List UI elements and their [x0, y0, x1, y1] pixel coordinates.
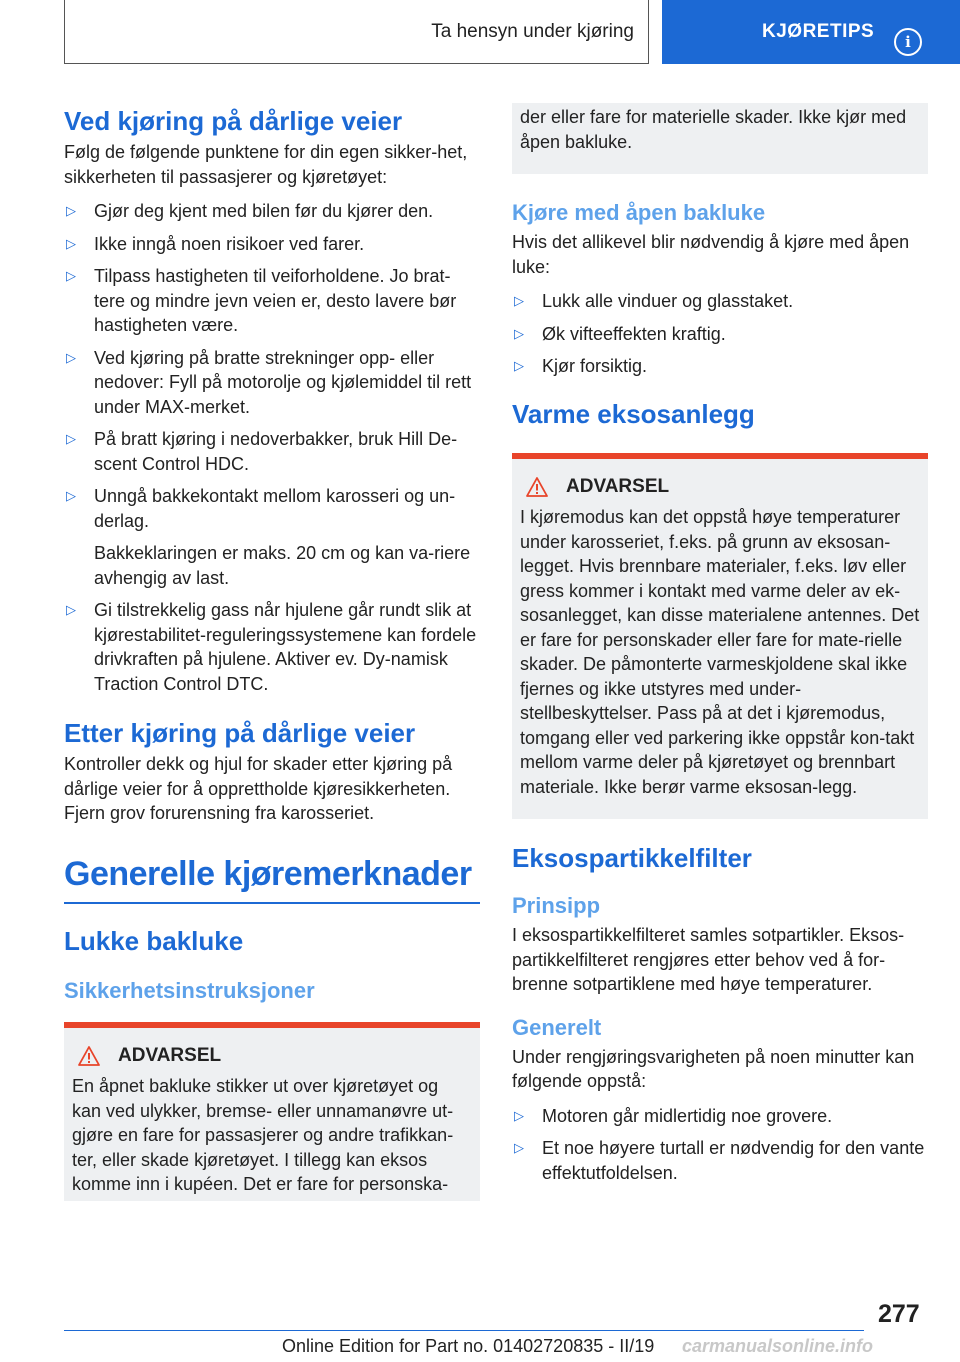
warning-continuation	[512, 103, 928, 174]
general-text: Under rengjøringsvarigheten på noen minutter kan følgende oppstå:	[512, 1046, 915, 1091]
heading-general-notes: Generelle kjøremerknader	[64, 854, 472, 893]
general-list	[512, 1104, 928, 1186]
warning-box-tailgate	[64, 1022, 480, 1201]
warning-continuation-text: der eller fare for materielle skader. Ikke kjør med åpen bakluke.	[520, 107, 907, 152]
warning-body	[64, 1028, 480, 1201]
bad-roads-list	[64, 199, 480, 696]
warning-body	[512, 459, 928, 820]
heading-hot-exhaust: Varme eksosanlegg	[512, 398, 755, 429]
header-chapter-title: KJØRETIPS	[762, 21, 875, 42]
warning-text: En åpnet bakluke stikker ut over kjøretøyet og kan ved ulykker, bremse- eller unnamanøvre ut-gjøre en fare for passasjerer og andre trafikkan-ter, eller skade kjøretøyet. I tillegg kan eksos komme inn i kupéen. Det er fare for personska-	[72, 1076, 454, 1194]
list-item: ▷ Gi tilstrekkelig gass når hjulene går rundt slik at kjørestabilitet-reguleringssystemene kan fordele drivkraften på hjulene. Aktiver ev. Dy-namisk Traction Control DTC.	[66, 600, 477, 694]
triangle-bullet-icon: ▷	[514, 358, 524, 373]
list-item: ▷ Motoren går midlertidig noe grovere.	[512, 1104, 928, 1129]
list-item: ▷ Unngå bakkekontakt mellom karosseri og un-derlag.	[66, 486, 456, 531]
after-text: Kontroller dekk og hjul for skader etter kjøring på dårlige veier for å opprettholde kjøresikkerheten. Fjern grov forurensning fra karosseriet.	[64, 754, 453, 823]
warning-header	[520, 475, 920, 500]
warning-triangle-icon	[526, 477, 548, 497]
right-column	[512, 103, 928, 1185]
triangle-bullet-icon: ▷	[514, 293, 524, 308]
heading-general-rule	[64, 852, 480, 904]
list-item: ▷ Tilpass hastigheten til veiforholdene. Jo brat-tere og mindre jevn veien er, desto lavere bør hastigheten være.	[66, 266, 457, 335]
list-item: ▷ Et noe høyere turtall er nødvendig for den vante effektutfoldelsen.	[514, 1138, 925, 1183]
open-tailgate-list	[512, 289, 928, 379]
info-icon[interactable]: i	[894, 28, 922, 56]
page-number: 277	[878, 1300, 920, 1328]
list-item: ▷ Gjør deg kjent med bilen før du kjører den.	[64, 199, 480, 224]
principle-text: I eksospartikkelfilteret samles sotpartikler. Eksos-partikkelfilteret rengjøres etter behov ved å for-brenne sotpartiklene med høye temperaturer.	[512, 925, 905, 994]
warning-box-exhaust	[512, 453, 928, 820]
list-item: ▷ På bratt kjøring i nedoverbakker, bruk Hill De-scent Control HDC.	[66, 429, 458, 474]
left-column	[64, 100, 480, 1201]
footer-edition: Online Edition for Part no. 01402720835 - II/19	[282, 1336, 655, 1356]
list-item: ▷ Kjør forsiktig.	[512, 354, 928, 379]
intro-text: Følg de følgende punktene for din egen sikker-het, sikkerheten til passasjerer og kjøretøyet:	[64, 142, 468, 187]
triangle-bullet-icon: ▷	[514, 1107, 524, 1123]
triangle-bullet-icon: ▷	[66, 203, 76, 218]
heading-after-bad-roads: Etter kjøring på dårlige veier	[64, 718, 416, 748]
heading-close-tailgate: Lukke bakluke	[64, 925, 244, 956]
heading-particulate-filter: Eksospartikkelfilter	[512, 843, 752, 873]
triangle-bullet-icon: ▷	[66, 349, 76, 365]
warning-triangle-icon	[78, 1046, 100, 1066]
heading-safety-instructions: Sikkerhetsinstruksjoner	[64, 977, 315, 1003]
triangle-bullet-icon: ▷	[514, 1140, 524, 1155]
triangle-bullet-icon: ▷	[66, 235, 76, 251]
triangle-bullet-icon: ▷	[66, 431, 76, 446]
heading-general: Generelt	[512, 1014, 602, 1040]
warning-title: ADVARSEL	[118, 1044, 222, 1066]
triangle-bullet-icon: ▷	[514, 325, 524, 341]
header-section-title: Ta hensyn under kjøring	[431, 20, 634, 42]
list-item: ▷ Ved kjøring på bratte strekninger opp- eller nedover: Fyll på motorolje og kjølemiddel til rett under MAX-merket.	[66, 347, 472, 417]
heading-bad-roads: Ved kjøring på dårlige veier	[64, 106, 403, 136]
list-item-note: Bakkeklaringen er maks. 20 cm og kan va-riere avhengig av last.	[94, 543, 471, 588]
triangle-bullet-icon: ▷	[66, 602, 76, 617]
warning-header	[72, 1044, 472, 1069]
list-item: ▷ Lukk alle vinduer og glasstaket.	[512, 289, 928, 314]
warning-title: ADVARSEL	[566, 475, 670, 497]
heading-open-tailgate: Kjøre med åpen bakluke	[512, 200, 766, 225]
list-item: ▷ Øk vifteeffekten kraftig.	[512, 322, 928, 347]
heading-principle: Prinsipp	[512, 893, 601, 918]
triangle-bullet-icon: ▷	[66, 488, 76, 503]
triangle-bullet-icon: ▷	[66, 268, 76, 283]
open-tailgate-text: Hvis det allikevel blir nødvendig å kjøre med åpen luke:	[512, 232, 910, 277]
list-item: ▷ Ikke inngå noen risikoer ved farer.	[64, 232, 480, 257]
footer-rule	[64, 1330, 864, 1331]
header-section-box	[64, 0, 649, 64]
watermark: carmanualsonline.info	[682, 1336, 874, 1356]
warning-text: I kjøremodus kan det oppstå høye temperaturer under karosseriet, f.eks. på grunn av eksosan-legget. Hvis brennbare materialer, f.eks. løv eller gress kommer i kontakt med varme deler av ek-sosanlegget, kan disse materialene antennes. Det er fare for personskader eller fare for mate-rielle skader. De påmonterte varmeskjoldene skal ikke fjernes og ikke utstyres med under-stellbeskyttelser. Pass på at det i kjøremodus, tomgang eller ved parkering ikke oppstår kon-takt mellom varme deler på kjøretøyet og brennbart materiale. Ikke berør varme eksosan-legg.	[520, 507, 920, 797]
